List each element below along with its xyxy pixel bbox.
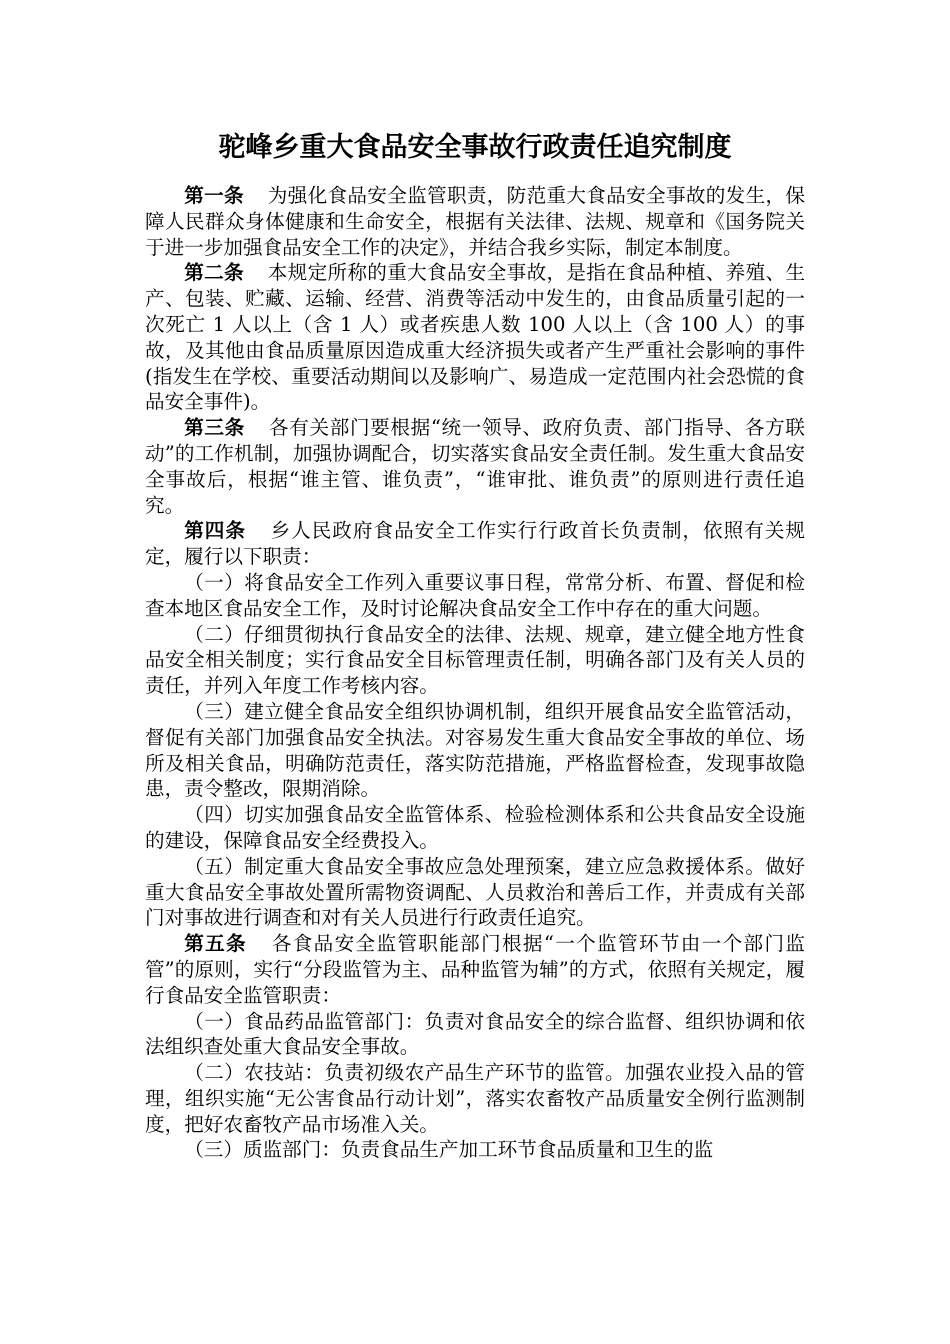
article-4-item-4: （四）切实加强食品安全监管体系、检验检测体系和公共食品安全设施的建设，保障食品安全经费投入。	[145, 803, 805, 852]
article-label: 第一条	[184, 184, 244, 207]
document-page	[145, 128, 805, 1163]
article-label: 第二条	[184, 261, 244, 285]
article-4-item-5: （五）制定重大食品安全事故应急处理预案，建立应急救援体系。做好重大食品安全事故处置所需物资调配、人员救治和善后工作，并责成有关部门对事故进行调查和对有关人员进行行政责任追究。	[145, 854, 805, 930]
article-label: 第四条	[184, 519, 246, 543]
article-5-item-1: （一）食品药品监管部门：负责对食品安全的综合监督、组织协调和依法组织查处重大食品安全事故。	[145, 1009, 805, 1059]
article-text: 各有关部门要根据“统一领导、政府负责、部门指导、各方联动”的工作机制，加强协调配合，切实落实食品安全责任制。发生重大食品安全事故后，根据“谁主管、谁负责”，“谁审批、谁负责”的原则进行责任追究。	[145, 416, 805, 517]
article-3	[145, 415, 805, 518]
article-label: 第三条	[184, 416, 245, 440]
article-text: 各食品安全监管职能部门根据“一个监管环节由一个部门监管”的原则，实行“分段监管为主、品种监管为辅”的方式，依照有关规定，履行食品安全监管职责：	[145, 932, 805, 1007]
article-text: 本规定所称的重大食品安全事故，是指在食品种植、养殖、生产、包装、贮藏、运输、经营、消费等活动中发生的，由食品质量引起的一次死亡 1 人以上（含 1 人）或者疾患人数 100 人以上（含 100 人）的事故，及其他由食品质量原因造成重大经济损失或者产生严重社会影响的事件(指发生在学校、重要活动期间以及影响广、易造成一定范围内社会恐慌的食品安全事件)。	[145, 261, 806, 414]
document-title: 驼峰乡重大食品安全事故行政责任追究制度	[218, 132, 732, 163]
article-5-item-3: （三）质监部门：负责食品生产加工环节食品质量和卫生的监	[184, 1138, 714, 1162]
article-label: 第五条	[184, 932, 247, 956]
article-text: 乡人民政府食品安全工作实行行政首长负责制，依照有关规定，履行以下职责：	[145, 519, 806, 569]
article-4-item-1: （一）将食品安全工作列入重要议事日程，常常分析、布置、督促和检查本地区食品安全工作，及时讨论解决食品安全工作中存在的重大问题。	[145, 570, 805, 620]
article-text: 为强化食品安全监管职责，防范重大食品安全事故的发生，保障人民群众身体健康和生命安全，根据有关法律、法规、规章和《国务院关于进一步加强食品安全工作的决定》，并结合我乡实际，制定本制度。	[145, 184, 806, 259]
article-2	[145, 260, 805, 415]
article-4-item-2: （二）仔细贯彻执行食品安全的法律、法规、规章，建立健全地方性食品安全相关制度；实行食品安全目标管理责任制，明确各部门及有关人员的责任，并列入年度工作考核内容。	[145, 622, 805, 698]
article-5-item-2: （二）农技站：负责初级农产品生产环节的监管。加强农业投入品的管理，组织实施“无公害食品行动计划”，落实农畜牧产品质量安全例行监测制度，把好农畜牧产品市场准入关。	[145, 1061, 805, 1136]
article-4	[145, 518, 805, 570]
article-5	[145, 931, 805, 1008]
article-4-item-3: （三）建立健全食品安全组织协调机制，组织开展食品安全监管活动，督促有关部门加强食品安全执法。对容易发生重大食品安全事故的单位、场所及相关食品，明确防范责任，落实防范措施，严格监督检查，发现事故隐患，责令整改，限期消除。	[145, 699, 805, 801]
article-1	[145, 183, 805, 260]
